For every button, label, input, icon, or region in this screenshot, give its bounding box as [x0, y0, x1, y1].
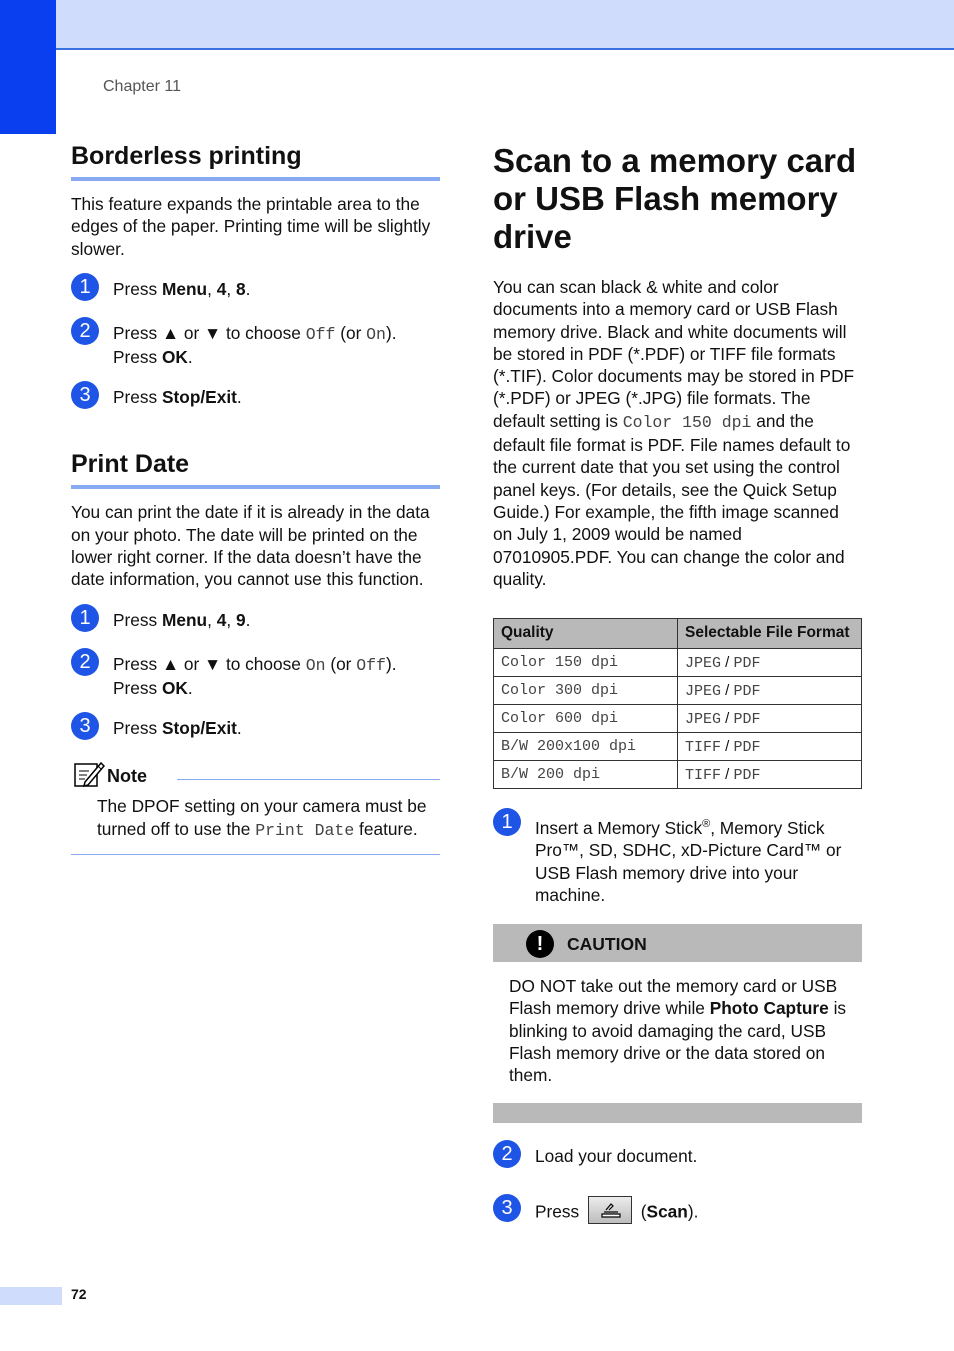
note-text: The DPOF setting on your camera must be turned off to use the Print Date feature.: [97, 796, 427, 840]
scan-heading: Scan to a memory card or USB Flash memory drive: [493, 142, 857, 255]
borderless-step-1: 1 Press Menu, 4, 8.: [71, 278, 440, 304]
step-number-1: 1: [71, 273, 99, 301]
step-number-3: 3: [493, 1194, 521, 1222]
caution-box: [493, 924, 862, 1122]
menu-key: Menu: [161, 609, 208, 630]
ok-key: OK: [161, 347, 188, 368]
scanner-icon: [600, 1202, 622, 1218]
print-date-heading: Print Date: [71, 450, 440, 489]
caution-text: DO NOT take out the memory card or USB Flash memory drive while Photo Capture is blinking to avoid damaging the card, USB Flash memory drive or the data stored on them.: [509, 976, 847, 1086]
step-number-1: 1: [493, 808, 521, 836]
table-row: Color 600 dpi JPEG / PDF: [494, 705, 862, 733]
step-number-2: 2: [71, 317, 99, 345]
scan-step-2: 2 Load your document.: [493, 1145, 862, 1171]
table-row: Color 150 dpi JPEG / PDF: [494, 649, 862, 677]
exclamation-icon: !: [526, 930, 554, 958]
table-header-quality: Quality: [494, 619, 678, 649]
chapter-tab: [0, 0, 56, 134]
print-date-step-1: 1 Press Menu, 4, 9.: [71, 609, 440, 635]
note-pencil-icon: [73, 760, 105, 788]
scan-key-label: Scan: [646, 1201, 688, 1222]
caution-title: CAUTION: [567, 934, 647, 955]
step-number-2: 2: [493, 1140, 521, 1168]
scan-key-button: [588, 1196, 632, 1224]
note-rule: [177, 779, 440, 780]
stop-exit-key: Stop/Exit: [161, 718, 237, 739]
table-row: B/W 200 dpi TIFF / PDF: [494, 761, 862, 789]
step-number-3: 3: [71, 712, 99, 740]
stop-exit-key: Stop/Exit: [161, 387, 237, 408]
caution-header: [493, 924, 862, 962]
note-box: [71, 763, 440, 855]
scan-step-3: 3 Press (Scan).: [493, 1199, 862, 1227]
footer-band: [0, 1287, 62, 1305]
print-date-step-3: 3 Press Stop/Exit.: [71, 717, 440, 743]
right-column: [493, 142, 862, 1227]
note-title: Note: [107, 766, 147, 787]
table-row: Color 300 dpi JPEG / PDF: [494, 677, 862, 705]
menu-key: Menu: [161, 278, 208, 299]
step-number-2: 2: [71, 648, 99, 676]
table-header-format: Selectable File Format: [678, 619, 862, 649]
print-date-intro: You can print the date if it is already in the data on your photo. The date will be printed on the lower right corner. If the data doesn’t have the date information, you cannot use this function.: [71, 502, 430, 590]
scan-intro: You can scan black & white and color documents into a memory card or USB Flash memory drive. Black and white documents will be stored in PDF (*.PDF) or TIFF file formats (*.TIF). Color documents may be stored in PDF (*.PDF) or JPEG (*.JPG) file formats. The default setting is Color 150 dpi and the default file format is PDF. File names default to the current date that you set using the control panel keys. (For details, see the Quick Setup Guide.) For example, the fifth image scanned on July 1, 2009 would be named 07010905.PDF. You can change the color and quality.: [493, 277, 855, 589]
quality-format-table: [493, 618, 862, 789]
step-number-1: 1: [71, 604, 99, 632]
page-number: 72: [71, 1286, 87, 1302]
table-row: B/W 200x100 dpi TIFF / PDF: [494, 733, 862, 761]
borderless-step-2: 2 Press ▲ or ▼ to choose Off (or On). Press OK.: [71, 322, 440, 369]
scan-step-1: 1 Insert a Memory Stick®, Memory Stick Pro™, SD, SDHC, xD-Picture Card™ or USB Flash memory drive into your machine.: [493, 813, 862, 906]
borderless-step-3: 3 Press Stop/Exit.: [71, 386, 440, 412]
step-number-3: 3: [71, 381, 99, 409]
chapter-label: Chapter 11: [103, 78, 181, 95]
borderless-intro: This feature expands the printable area to the edges of the paper. Printing time will be slightly slower.: [71, 194, 431, 259]
borderless-heading: Borderless printing: [71, 142, 440, 181]
ok-key: OK: [161, 677, 188, 698]
left-column: [71, 142, 440, 855]
header-band: [0, 0, 954, 50]
caution-footer: [493, 1103, 862, 1123]
print-date-step-2: 2 Press ▲ or ▼ to choose On (or Off). Press OK.: [71, 653, 440, 700]
